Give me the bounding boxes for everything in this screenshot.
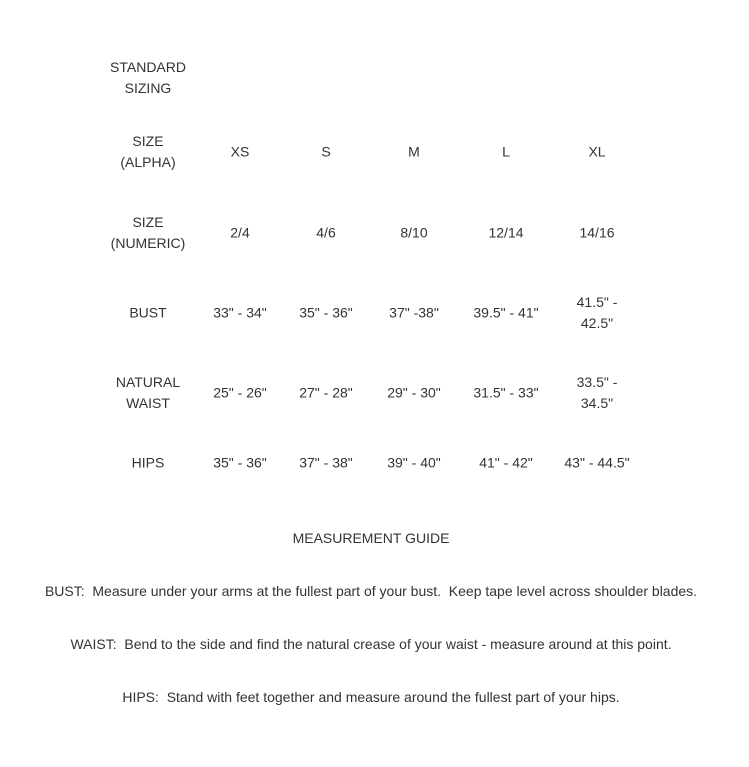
row-label-natural-waist	[116, 372, 180, 414]
cell-s: 27" - 28"	[299, 384, 353, 401]
row-label-bust: BUST	[129, 304, 167, 321]
chart-title	[110, 57, 186, 99]
cell-s: 37" - 38"	[299, 454, 353, 471]
cell-xl-line1: 33.5" -	[576, 374, 618, 390]
cell-l: 41" - 42"	[479, 454, 533, 471]
measurement-guide-title: MEASUREMENT GUIDE	[292, 530, 450, 546]
cell-s: 35" - 36"	[299, 304, 353, 321]
row-label-line1: SIZE	[132, 214, 164, 230]
cell-m: 8/10	[400, 224, 428, 241]
cell-l: 39.5" - 41"	[473, 304, 539, 321]
row-label-size-alpha	[120, 131, 175, 173]
cell-xs: 2/4	[230, 224, 250, 241]
cell-l: L	[502, 143, 510, 160]
row-label-line2: (ALPHA)	[120, 154, 176, 170]
cell-xl: XL	[588, 143, 606, 160]
row-label-line2: (NUMERIC)	[110, 235, 186, 251]
cell-s: 4/6	[316, 224, 336, 241]
cell-xs: XS	[230, 143, 250, 160]
cell-m: 39" - 40"	[387, 454, 441, 471]
chart-title-line1: STANDARD	[110, 59, 186, 75]
cell-l: 31.5" - 33"	[473, 384, 539, 401]
cell-xl-line2: 34.5"	[580, 395, 614, 411]
row-label-line1: SIZE	[132, 133, 164, 149]
cell-xs: 35" - 36"	[213, 454, 267, 471]
cell-l: 12/14	[488, 224, 524, 241]
cell-xl: 14/16	[579, 224, 615, 241]
cell-m: 29" - 30"	[387, 384, 441, 401]
cell-xs: 25" - 26"	[213, 384, 267, 401]
row-label-size-numeric	[111, 212, 186, 254]
row-label-line1: NATURAL	[115, 374, 181, 390]
guide-hips: HIPS: Stand with feet together and measure around the fullest part of your hips.	[122, 689, 620, 705]
cell-m: M	[408, 143, 420, 160]
cell-xl-line1: 41.5" -	[576, 294, 618, 310]
cell-m: 37" -38"	[389, 304, 439, 321]
cell-xl: 43" - 44.5"	[564, 454, 630, 471]
cell-xl-line2: 42.5"	[580, 315, 614, 331]
cell-s: S	[321, 143, 331, 160]
row-label-line2: WAIST	[126, 395, 170, 411]
guide-waist: WAIST: Bend to the side and find the natural crease of your waist - measure around at this point.	[70, 636, 672, 652]
guide-bust: BUST: Measure under your arms at the fullest part of your bust. Keep tape level across shoulder blades.	[44, 583, 698, 599]
cell-xs: 33" - 34"	[213, 304, 267, 321]
cell-xl	[577, 372, 618, 414]
cell-xl	[577, 292, 618, 334]
row-label-hips: HIPS	[131, 454, 165, 471]
chart-title-line2: SIZING	[124, 80, 172, 96]
